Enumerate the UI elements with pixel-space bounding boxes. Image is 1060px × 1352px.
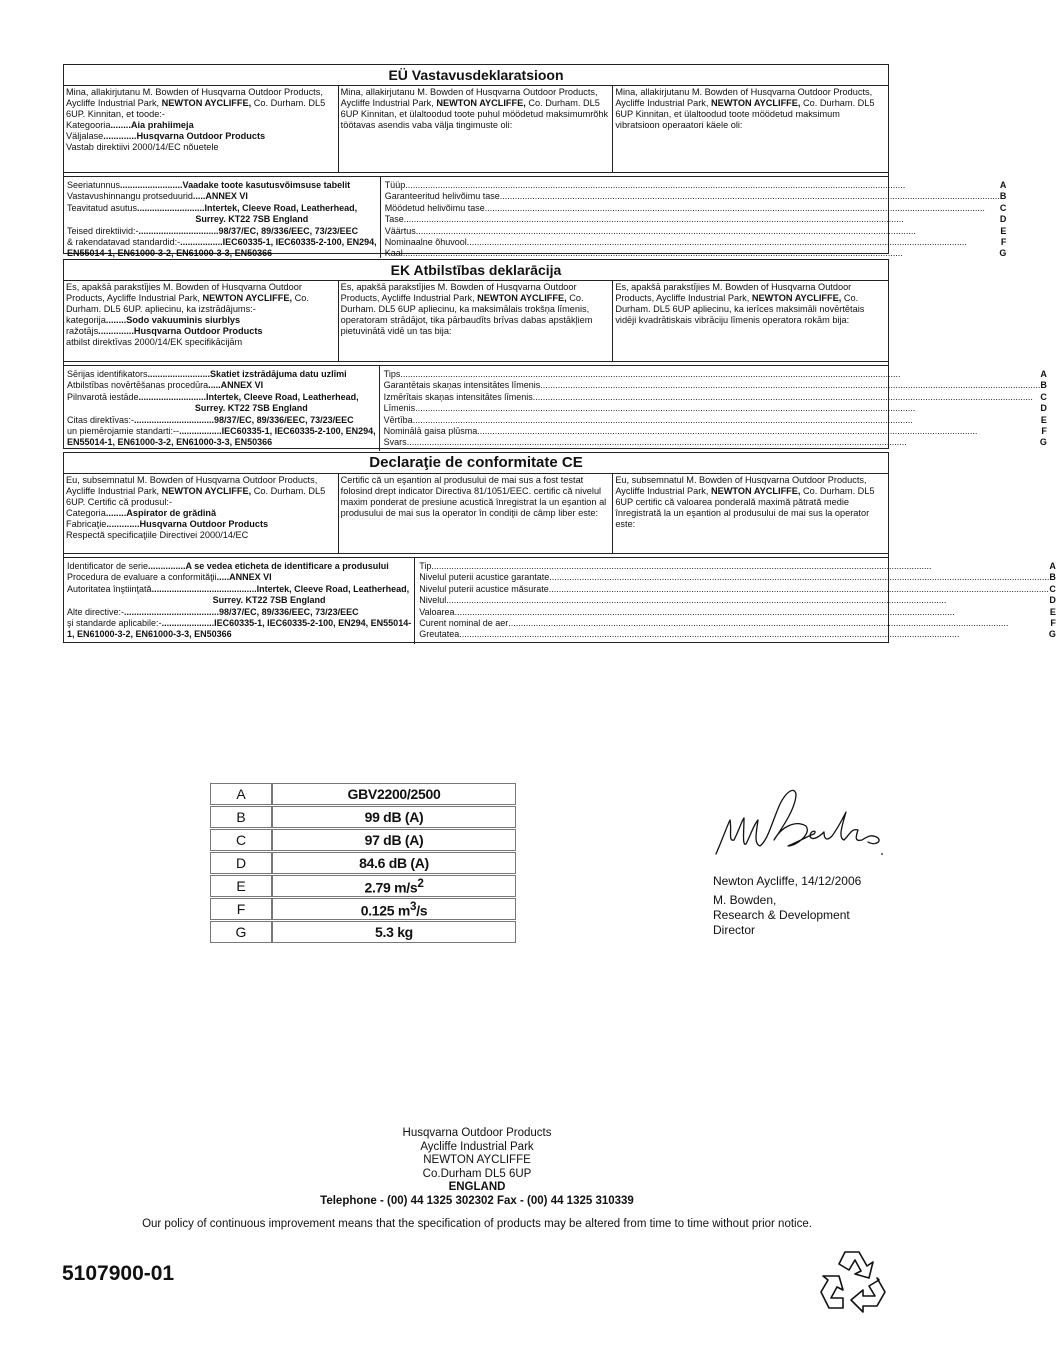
policy-note: Our policy of continuous improvement means that the specification of products may be altered from time to time without prior notice. (142, 1218, 812, 1230)
section-title: EK Atbilstības deklarācija (64, 260, 888, 281)
spec-row (210, 921, 516, 943)
intro-vibration: Eu, subsemnatul M. Bowden of Husqvarna Outdoor Products, Aycliffe Industrial Park, NEWTON AYCLIFFE, Co. Durham. DL5 6UP certific că valoarea ponderală maximă pătrată medie înregistrată la un eşantion al produsului de mai sus la operator este: (615, 475, 875, 529)
details-block: Seeriatunnus.........................Vaadake toote kasutusvõimsuse tabelit Vastavushinnangu protseduurid.....ANNEX VI Teavitatud asutus...........................Intertek, Cleeve Road, Leatherhead, Surrey. KT22 7SB England Teised direktiivid:-................................98/37/EC, 89/336/EEC, 73/23/EEC & rakendatavad standardid:-.................IEC60335-1, IEC60335-2-100, EN294, EN55014-1, EN61000-3-2, EN61000-3-3, EN50366 (64, 177, 381, 258)
param-row: Möödetud helivõimu tase ..... C (385, 203, 1007, 214)
part-number: 5107900-01 (62, 1262, 175, 1285)
intro-product: Es, apakšā parakstījies M. Bowden of Husqvarna Outdoor Products, Aycliffe Industrial Park, NEWTON AYCLIFFE, Co. Durham. DL5 6UP. apliecinu, ka izstrādājums:- kategorija........Sodo vakuuminis siurblys ražotājs..............Husqvarna Outdoor Products atbilst direktīvas 2000/14/EK specifikācijām (64, 281, 339, 361)
param-row: Curent nominal de aer ..... F (419, 618, 1056, 629)
section-title: EÜ Vastavusdeklaratsioon (64, 65, 888, 86)
params-block (381, 177, 1011, 258)
declaration-section-estonian (63, 64, 1007, 259)
signature-block (713, 874, 861, 938)
param-row: Valoarea ..... E (419, 607, 1056, 618)
company-name: Husqvarna Outdoor Products (402, 1127, 552, 1139)
spec-row (210, 783, 516, 805)
spec-table (210, 782, 516, 944)
param-row: Svars ..... G (384, 437, 1047, 448)
spec-key: A (210, 783, 272, 805)
intro-vibration: Es, apakšā parakstījies M. Bowden of Husqvarna Outdoor Products, Aycliffe Industrial Park, NEWTON AYCLIFFE, Co. Durham. DL5 6UP apliecinu, ka ierīces maksimāli novērtētais vidēji kvadrātiskais vibrāciju līmenis operatora rokām bija: (615, 282, 865, 325)
intro-product: Mina, allakirjutanu M. Bowden of Husqvarna Outdoor Products, Aycliffe Industrial Park, NEWTON AYCLIFFE, Co. Durham. DL5 6UP. Kinnitan, et toode:- Kategooria........Aia prahiimeja Väljalase.............Husqvarna Outdoor Products Vastab direktiivi 2000/14/EC nõuetele (64, 86, 339, 172)
declaration-section-latvian (63, 259, 1047, 449)
spec-value: 0.125 $m^3/s$ (272, 898, 516, 920)
spec-row (210, 875, 516, 897)
param-row: Līmenis ..... D (384, 403, 1047, 414)
param-row: Tips ..... A (384, 369, 1047, 380)
param-row: Väärtus ..... E (385, 226, 1007, 237)
param-row: Greutatea ..... G (419, 629, 1056, 640)
spec-value: 2.79 $m/s^2$ (272, 875, 516, 897)
param-row: Izmērītais skaņas intensitātes līmenis ..... C (384, 392, 1047, 403)
spec-key: C (210, 829, 272, 851)
signatory-role: Research & Development (713, 908, 850, 922)
details-block: Identificator de serie...............A se vedea eticheta de identificare a produsului Procedura de evaluare a conformităţii.....ANNEX VI Autoritatea înştiinţată..........................................Intertek, Cleeve Road, Leatherhead, Surrey. KT22 7SB England Alte directive:-......................................98/37/EC, 89/336/EEC, 73/23/EEC şi standarde aplicabile:-.....................IEC60335-1, IEC60335-2-100, EN294, EN55014- 1, EN61000-3-2, EN61000-3-3, EN50366 (64, 558, 415, 644)
spec-key: D (210, 852, 272, 874)
spec-value: 97 dB (A) (272, 829, 516, 851)
param-row: Nivelul ..... D (419, 595, 1056, 606)
spec-row (210, 829, 516, 851)
param-row: Kaal ..... G (385, 248, 1007, 259)
address-town: NEWTON AYCLIFFE (423, 1154, 531, 1167)
intro-noise: Mina, allakirjutanu M. Bowden of Husqvarna Outdoor Products, Aycliffe Industrial Park, NEWTON AYCLIFFE, Co. Durham. DL5 6UP Kinnitan, et ülaltoodud toote puhul möödetud maksimumrõhk töötavas asendis vaba välja tingimuste oli: (339, 86, 614, 172)
param-row: Garantētais skaņas intensitātes līmenis ..... B (384, 380, 1047, 391)
params-block (380, 366, 1051, 451)
spec-value: GBV2200/2500 (272, 783, 516, 805)
params-block (415, 558, 1060, 644)
declaration-section-romanian (63, 452, 1056, 643)
param-row: Garanteeritud helivõimu tase ..... B (385, 191, 1007, 202)
spec-value: 84.6 dB (A) (272, 852, 516, 874)
signatory-name: M. Bowden, (713, 893, 777, 907)
address-county: Co.Durham DL5 6UP (422, 1167, 532, 1180)
param-row: Vērtība ..... E (384, 415, 1047, 426)
param-row: Nivelul puterii acustice garantate ..... B (419, 572, 1056, 583)
spec-key: F (210, 898, 272, 920)
recycle-icon (815, 1246, 891, 1321)
intro-vibration: Mina, allakirjutanu M. Bowden of Husqvarna Outdoor Products, Aycliffe Industrial Park, NEWTON AYCLIFFE, Co. Durham. DL5 6UP Kinnitan, et ülaltoodud toote möödetud maksimum vibratsioon operaatori käele oli: (615, 87, 875, 130)
param-row: Nivelul puterii acustice măsurate ..... C (419, 584, 1056, 595)
company-address (0, 1127, 954, 1209)
spec-row (210, 806, 516, 828)
contact-phones: Telephone - (00) 44 1325 302302 Fax - (00) 44 1325 310339 (320, 1194, 634, 1207)
place-date: Newton Aycliffe, 14/12/2006 (713, 874, 862, 888)
section-title: Declaraţie de conformitate CE (64, 453, 888, 474)
address-country: ENGLAND (448, 1181, 506, 1194)
param-row: Tase ..... D (385, 214, 1007, 225)
intro-noise: Certific că un eşantion al produsului de mai sus a fost testat folosind drept indicator Directiva 81/1051/EEC. certific că nivelul maxim ponderat de presiune acustică înregistrat la un eşantion al produsului de mai sus la operator în condiţii de câmp liber este: (339, 474, 614, 553)
intro-noise: Es, apakšā parakstījies M. Bowden of Husqvarna Outdoor Products, Aycliffe Industrial Park, NEWTON AYCLIFFE, Co. Durham. DL5 6UP apliecinu, ka maksimālais trokšņa līmenis, operatoram strādājot, tika pārbaudīts brīvas dabas apstākļiem pietuvinātā vidē un tas bija: (339, 281, 614, 361)
spec-row (210, 898, 516, 920)
spec-value: 5.3 kg (272, 921, 516, 943)
param-row: Tip ..... A (419, 561, 1056, 572)
spec-key: G (210, 921, 272, 943)
details-block: Sērijas identifikators.........................Skatiet izstrādājuma datu uzlīmi Atbilstības novērtēšanas procedūra.....ANNEX VI Pilnvarotā iestāde...........................Intertek, Cleeve Road, Leatherhead, Surrey. KT22 7SB England Citas direktīvas:-................................98/37/EC, 89/336/EEC, 73/23/EEC un piemērojamie standarti:--.................IEC60335-1, IEC60335-2-100, EN294, EN55014-1, EN61000-3-2, EN61000-3-3, EN50366 (64, 366, 380, 451)
spec-key: B (210, 806, 272, 828)
signatory-title: Director (713, 923, 756, 937)
intro-product: Eu, subsemnatul M. Bowden of Husqvarna Outdoor Products, Aycliffe Industrial Park, NEWTON AYCLIFFE, Co. Durham. DL5 6UP. Certific că produsul:- Categoria........Aspirator de grădină Fabricaţie.............Husqvarna Outdoor Products Respectă specificaţiile Directivei 2000/14/EC (64, 474, 339, 553)
signature (712, 780, 912, 865)
param-row: Nominaalne õhuvool ..... F (385, 237, 1007, 248)
param-row: Nominālā gaisa plūsma ..... F (384, 426, 1047, 437)
spec-value: 99 dB (A) (272, 806, 516, 828)
address-park: Aycliffe Industrial Park (420, 1140, 534, 1153)
spec-key: E (210, 875, 272, 897)
param-row: Tüüp ..... A (385, 180, 1007, 191)
spec-row (210, 852, 516, 874)
